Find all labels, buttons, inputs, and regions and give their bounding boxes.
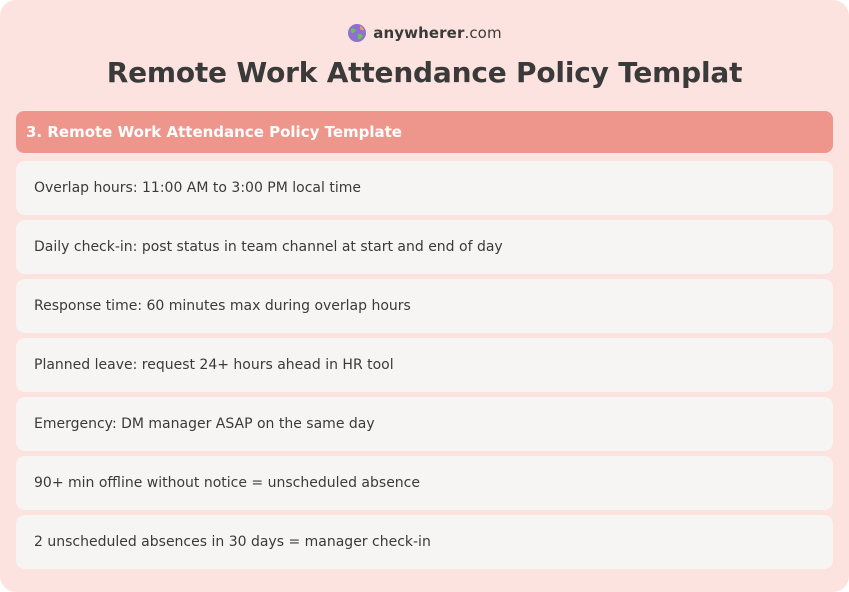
policy-item: 90+ min offline without notice = unscheduled absence — [16, 456, 833, 510]
policy-item: Planned leave: request 24+ hours ahead in HR tool — [16, 338, 833, 392]
page-title: Remote Work Attendance Policy Templat — [106, 56, 743, 89]
globe-pin-icon — [347, 23, 367, 43]
policy-list — [16, 161, 833, 574]
policy-item: Overlap hours: 11:00 AM to 3:00 PM local time — [16, 161, 833, 215]
brand — [0, 21, 849, 45]
policy-item: Emergency: DM manager ASAP on the same day — [16, 397, 833, 451]
brand-name-bold: anywherer — [373, 24, 465, 42]
policy-item: Response time: 60 minutes max during overlap hours — [16, 279, 833, 333]
brand-name-suffix: .com — [464, 24, 502, 42]
policy-item: 2 unscheduled absences in 30 days = manager check-in — [16, 515, 833, 569]
policy-item: Daily check-in: post status in team channel at start and end of day — [16, 220, 833, 274]
section-header: 3. Remote Work Attendance Policy Template — [16, 111, 833, 153]
brand-name — [373, 24, 501, 42]
